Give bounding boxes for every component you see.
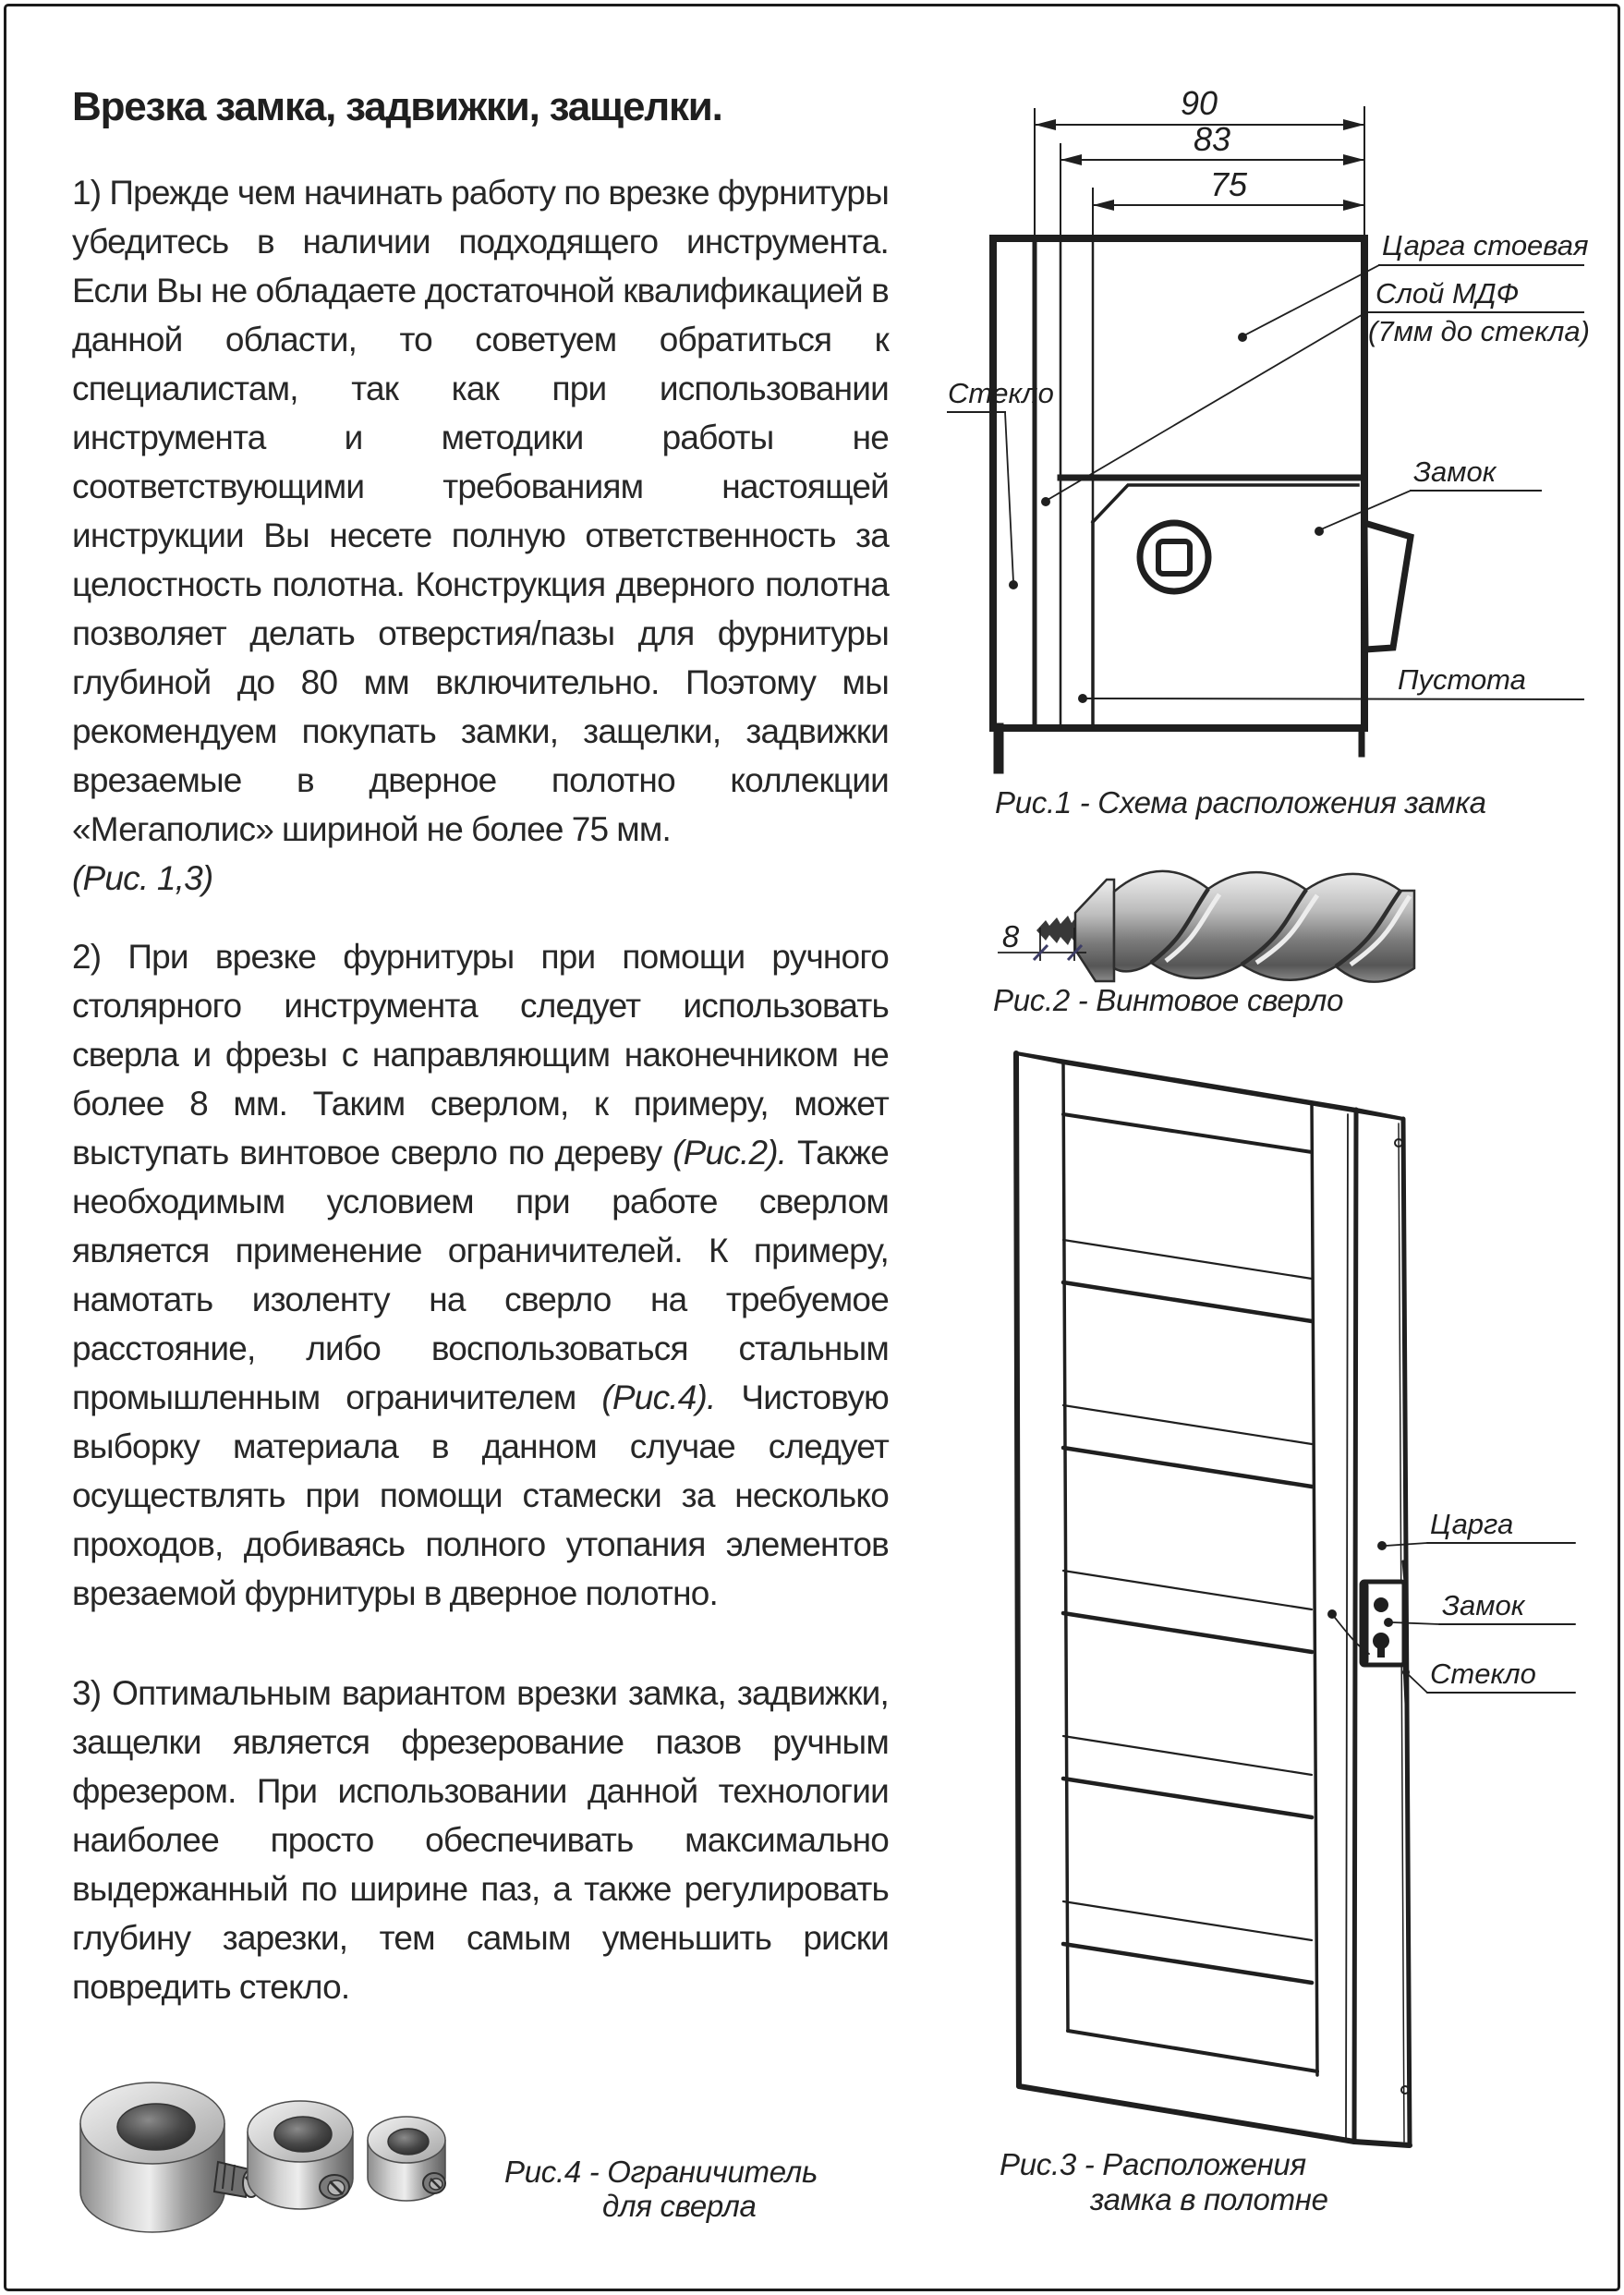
text-column bbox=[72, 81, 889, 2011]
paragraph-1-figure-ref: (Рис. 1,3) bbox=[72, 859, 213, 897]
set-screw-small bbox=[423, 2173, 445, 2193]
fig1-spindle-hole bbox=[1140, 523, 1208, 591]
fig1-lock-pocket bbox=[1060, 478, 1364, 726]
fig1-label-mdf-layer bbox=[1041, 277, 1590, 506]
door-rail-3 bbox=[1063, 1405, 1312, 1487]
fig1-glass-label-text: Стекло bbox=[948, 377, 1054, 409]
paragraph-2-ref-fig2: (Рис.2). bbox=[673, 1134, 787, 1172]
door-rail-4-lock-rail bbox=[1063, 1571, 1312, 1652]
fig3-lock-label-text: Замок bbox=[1442, 1589, 1525, 1621]
fig1-lock-scheme bbox=[948, 84, 1590, 769]
dim-75-value: 75 bbox=[1209, 165, 1248, 203]
paragraph-1-text: 1) Прежде чем начинать работу по врезке фурнитуры убедитесь в наличии подходящего инструмента. Если Вы не обладаете достаточной квалификацией в данной области, то советуем обратиться к специалистам, так как при использовании инструмента и методики работы не соответствующими требованиям настоящей инструкции Вы несете полную ответственность за целостность полотна. Конструкция дверного полотна позволяет делать отверстия/пазы для фурнитуры глубиной до 80 мм включительно. Поэтому мы рекомендуем покупать замки, защелки, задвижки врезаемые в дверное полотно коллекции «Мегаполис» шириной не более 75 мм. bbox=[72, 174, 889, 848]
collar-medium bbox=[248, 2101, 353, 2209]
fig1-dimension-75 bbox=[1093, 165, 1364, 237]
fig2-auger-drill bbox=[998, 871, 1414, 982]
drill-head bbox=[1075, 880, 1114, 981]
door-top-rail-bottom-edge bbox=[1063, 1114, 1312, 1152]
paragraph-2-text-c: Чистовую выборку материала в данном случае следует осуществлять при помощи стамески за несколько проходов, добиваясь полного утопания элементов врезаемой фурнитуры в дверное полотно. bbox=[72, 1378, 889, 1612]
fig1-label-void bbox=[1078, 663, 1583, 703]
dim-8-value: 8 bbox=[1001, 919, 1020, 953]
paragraph-2 bbox=[72, 932, 889, 1618]
door-right-stile-inner-edge bbox=[1312, 1103, 1317, 2075]
fig3-label-lock bbox=[1384, 1589, 1575, 1627]
door-front-right-edge bbox=[1354, 1110, 1356, 2142]
drill-spiral-body bbox=[1114, 871, 1414, 982]
paragraph-1 bbox=[72, 168, 889, 854]
collar-small bbox=[368, 2117, 445, 2201]
fig3-door-leaf bbox=[1016, 1053, 1575, 2145]
dim-83-value: 83 bbox=[1193, 120, 1231, 158]
paragraph-3-text: 3) Оптимальным вариантом врезки замка, задвижки, защелки является фрезерование пазов ручным фрезером. При использовании данной технологии наиболее просто обеспечивать максимально выдержанный по ширине паз, а также регулировать глубину зарезки, тем самым уменьшить риски повредить стекло. bbox=[72, 1674, 889, 2006]
dim-90-value: 90 bbox=[1180, 84, 1218, 122]
door-rail-5 bbox=[1063, 1736, 1312, 1817]
door-top-face bbox=[1016, 1053, 1403, 1119]
door-left-inner-edge bbox=[1063, 1062, 1068, 2031]
fig3-caption-line2: замка в полотне bbox=[1090, 2182, 1328, 2216]
fig1-lock-label-text: Замок bbox=[1413, 455, 1497, 488]
paragraph-3 bbox=[72, 1669, 889, 2011]
fig1-label-glass bbox=[948, 377, 1054, 589]
fig1-mdf-label-line1: Слой МДФ bbox=[1376, 277, 1520, 310]
fig2-caption: Рис.2 - Винтовое сверло bbox=[993, 983, 1344, 1017]
fig1-caption: Рис.1 - Схема расположения замка bbox=[995, 785, 1486, 820]
paragraph-2-ref-fig4: (Рис.4). bbox=[601, 1378, 716, 1416]
fig1-latch-plate bbox=[1364, 523, 1411, 650]
lock-plate-bolt-hole bbox=[1374, 1597, 1388, 1612]
fig4-caption-line1: Рис.4 - Ограничитель bbox=[504, 2155, 818, 2189]
door-bottom-rail-top-edge bbox=[1068, 2031, 1317, 2071]
fig1-mdf-label-line2: (7мм до стекла) bbox=[1368, 315, 1590, 347]
door-left-outer-edge bbox=[1016, 1053, 1019, 2086]
paragraph-2-text-a: 2) При врезке фурнитуры при помощи ручного столярного инструмента следует использовать сверла и фрезы с направляющим наконечником не более 8 мм. Таким сверлом, к примеру, может выступать винтовое сверло по дереву bbox=[72, 938, 889, 1172]
fig1-label-lock bbox=[1315, 455, 1541, 536]
door-lock-plate bbox=[1327, 1561, 1406, 1704]
fig4-caption-line2: для сверла bbox=[602, 2189, 757, 2223]
fig3-caption-line1: Рис.3 - Расположения bbox=[1000, 2147, 1306, 2181]
page-title: Врезка замка, задвижки, защелки. bbox=[72, 84, 722, 129]
set-screw-medium bbox=[320, 2175, 349, 2199]
door-bottom-right-edge bbox=[1354, 2142, 1410, 2145]
fig1-stile-rail-label-text: Царга стоевая bbox=[1382, 229, 1589, 261]
door-front-right-edge-thin bbox=[1346, 1114, 1348, 2138]
door-rail-2 bbox=[1063, 1240, 1312, 1321]
fig3-stile-label-text: Царга bbox=[1430, 1508, 1514, 1540]
door-bottom-edge bbox=[1019, 2086, 1354, 2142]
fig3-glass-label-text: Стекло bbox=[1430, 1658, 1536, 1690]
door-rail-6 bbox=[1063, 1901, 1312, 1983]
technical-drawings bbox=[878, 46, 1624, 2254]
fig1-void-label-text: Пустота bbox=[1398, 663, 1526, 696]
collar-large bbox=[80, 2082, 260, 2232]
paragraph-2-text-b: Также необходимым условием при работе сверлом является применение ограничителей. К примеру, намотать изоленту на сверло на требуемое расстояние, либо воспользоваться стальным промышленным ограничителем bbox=[72, 1134, 889, 1416]
fig4-drill-stop-collars bbox=[54, 2058, 488, 2257]
fig3-label-glass bbox=[1402, 1658, 1575, 1693]
drill-tip-icon bbox=[1036, 913, 1079, 948]
